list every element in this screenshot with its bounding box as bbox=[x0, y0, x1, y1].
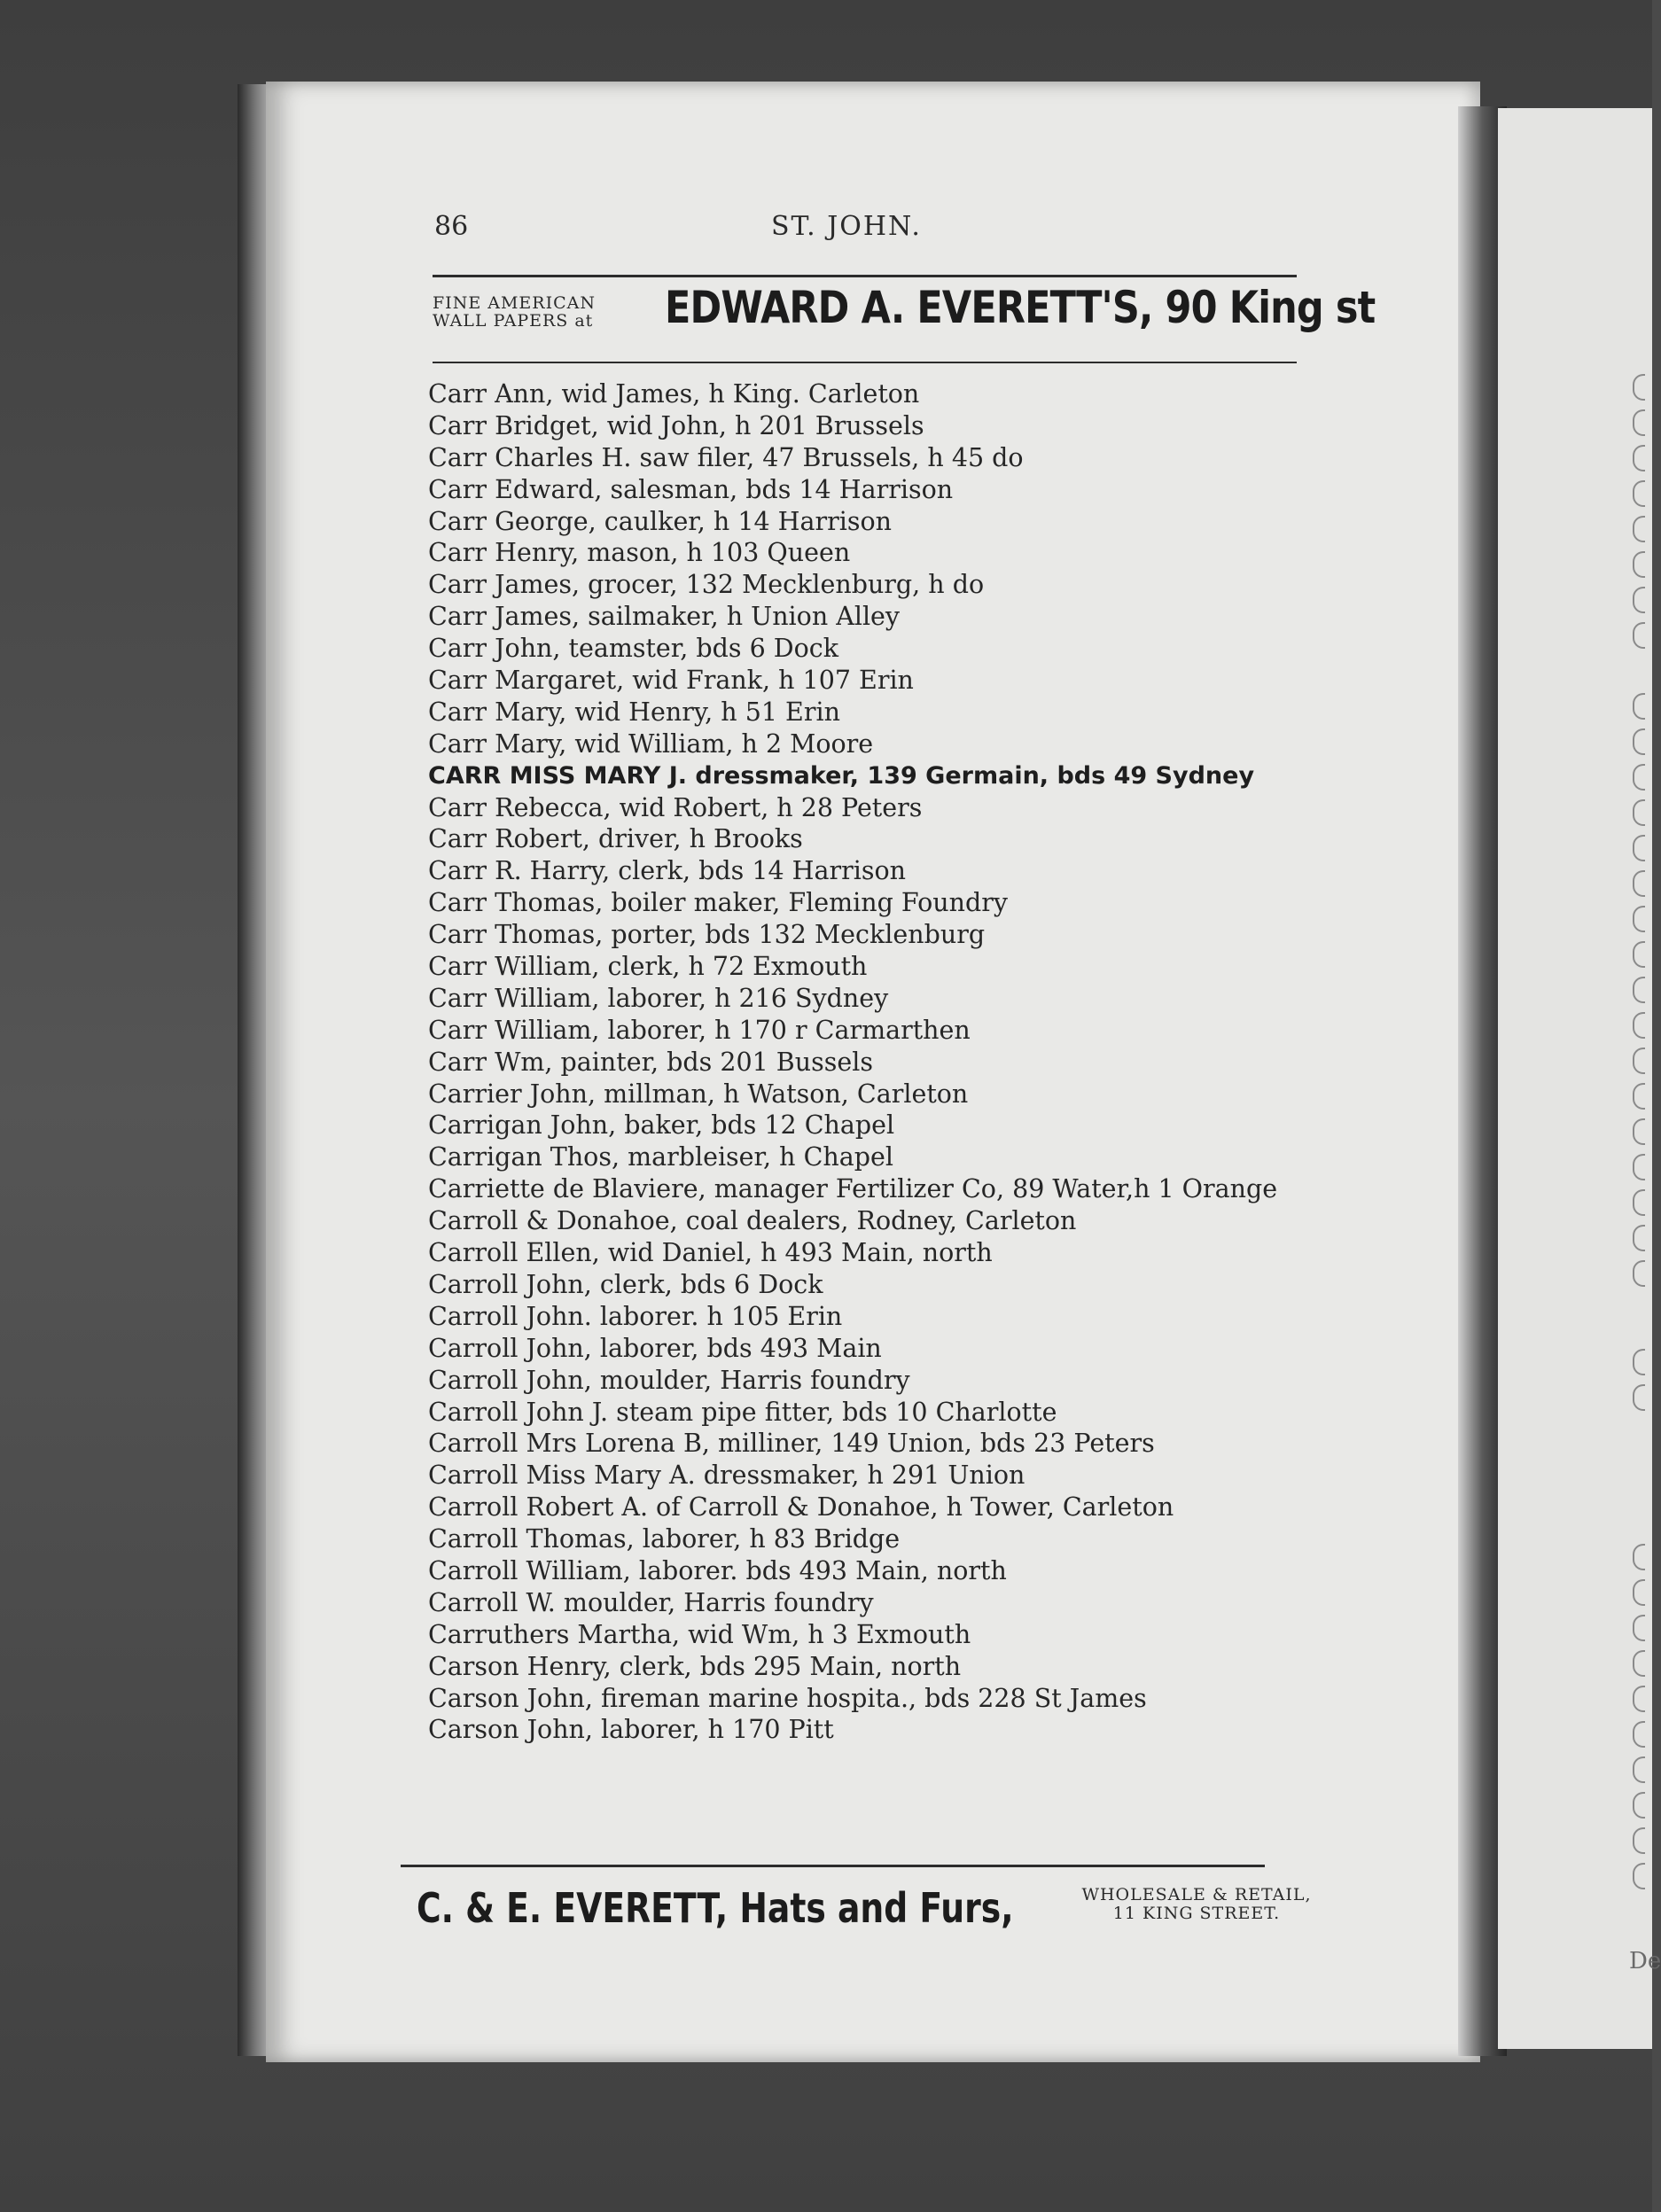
directory-entry: Carroll William, laborer. bds 493 Main, north bbox=[428, 1555, 1007, 1585]
page-number: 86 bbox=[434, 211, 469, 242]
directory-entry: Carroll John, clerk, bds 6 Dock bbox=[428, 1269, 823, 1299]
running-head bbox=[434, 211, 1294, 246]
directory-entry: Carroll W. moulder, Harris foundry bbox=[428, 1587, 874, 1617]
directory-entry: Carr R. Harry, clerk, bds 14 Harrison bbox=[428, 856, 907, 886]
directory-entry: Carr Ann, wid James, h King. Carleton bbox=[428, 379, 920, 409]
directory-entry: Carr Charles H. saw filer, 47 Brussels, h 45 do bbox=[428, 442, 1024, 472]
directory-entry: Carson John, fireman marine hospita., bds 228 St James bbox=[428, 1683, 1147, 1713]
directory-entry: Carr Mary, wid Henry, h 51 Erin bbox=[428, 697, 840, 727]
facing-page-glyph bbox=[1633, 409, 1645, 436]
facing-page-glyph bbox=[1633, 941, 1645, 968]
ad-top-rule bbox=[433, 362, 1297, 363]
directory-entry: Carr William, clerk, h 72 Exmouth bbox=[428, 952, 868, 982]
facing-page-glyph bbox=[1633, 587, 1645, 613]
ad-top-tagline-line2: WALL PAPERS at bbox=[433, 311, 594, 331]
facing-page-glyph bbox=[1633, 764, 1645, 791]
directory-entry: Carr Henry, mason, h 103 Queen bbox=[428, 538, 851, 568]
facing-page-glyph bbox=[1633, 1349, 1645, 1375]
facing-page-glyph bbox=[1633, 622, 1645, 649]
ad-top-headline: EDWARD A. EVERETT'S, 90 King st bbox=[665, 282, 1376, 333]
facing-page-glyph bbox=[1633, 1792, 1645, 1819]
facing-page-glyph bbox=[1633, 1827, 1645, 1854]
facing-page-glyph bbox=[1633, 1863, 1645, 1889]
ad-bottom-tagline bbox=[1072, 1886, 1321, 1923]
facing-page-glyph bbox=[1633, 1756, 1645, 1783]
facing-page-glyph bbox=[1633, 835, 1645, 861]
directory-entry: Carr Margaret, wid Frank, h 107 Erin bbox=[428, 666, 914, 696]
directory-entry: Carriette de Blaviere, manager Fertilizer Co, 89 Water,h 1 Orange bbox=[428, 1174, 1278, 1204]
directory-entry: Carr Wm, painter, bds 201 Bussels bbox=[428, 1047, 873, 1077]
directory-entry: Carroll Ellen, wid Daniel, h 493 Main, north bbox=[428, 1238, 993, 1268]
header-rule bbox=[433, 275, 1297, 277]
directory-entry: Carson Henry, clerk, bds 295 Main, north bbox=[428, 1651, 962, 1681]
facing-page-glyph bbox=[1633, 693, 1645, 720]
facing-page-glyph bbox=[1633, 1225, 1645, 1251]
directory-entry: Carr Rebecca, wid Robert, h 28 Peters bbox=[428, 792, 923, 822]
directory-entry: Carr James, grocer, 132 Mecklenburg, h do bbox=[428, 570, 985, 600]
facing-page-glyph bbox=[1633, 1615, 1645, 1641]
directory-entry: CARR MISS MARY J. dressmaker, 139 Germain, bds 49 Sydney bbox=[428, 761, 1255, 790]
facing-page-glyph bbox=[1633, 1686, 1645, 1712]
directory-entry: Carroll Robert A. of Carroll & Donahoe, h Tower, Carleton bbox=[428, 1492, 1174, 1523]
directory-entry: Carr Thomas, boiler maker, Fleming Foundry bbox=[428, 888, 1008, 918]
directory-entry: Carr John, teamster, bds 6 Dock bbox=[428, 634, 839, 664]
facing-page-glyph bbox=[1633, 480, 1645, 507]
facing-page-glyph bbox=[1633, 977, 1645, 1003]
facing-page-glyph bbox=[1633, 1154, 1645, 1180]
directory-entries-list bbox=[428, 378, 1314, 1746]
directory-entry: Carroll Thomas, laborer, h 83 Bridge bbox=[428, 1524, 901, 1554]
ad-bottom-tagline-line2: 11 KING STREET. bbox=[1112, 1904, 1281, 1923]
facing-page-glyph bbox=[1633, 1384, 1645, 1411]
directory-entry: Carroll John, moulder, Harris foundry bbox=[428, 1365, 910, 1395]
facing-page-footer-fragment: De bbox=[1629, 1948, 1661, 1974]
directory-entry: Carrigan Thos, marbleiser, h Chapel bbox=[428, 1142, 893, 1172]
ad-top-tagline-line1: FINE AMERICAN bbox=[433, 293, 596, 313]
directory-entry: Carr William, laborer, h 216 Sydney bbox=[428, 983, 889, 1013]
ad-top-tagline bbox=[433, 294, 663, 330]
directory-entry: Carr George, caulker, h 14 Harrison bbox=[428, 506, 893, 536]
directory-entry: Carr Mary, wid William, h 2 Moore bbox=[428, 728, 874, 759]
ad-bottom-tagline-line1: WHOLESALE & RETAIL, bbox=[1081, 1885, 1312, 1904]
directory-page bbox=[266, 82, 1480, 2062]
directory-entry: Carroll John. laborer. h 105 Erin bbox=[428, 1301, 843, 1331]
footer-rule bbox=[401, 1865, 1265, 1867]
directory-entry: Carrier John, millman, h Watson, Carleton bbox=[428, 1079, 969, 1109]
directory-entry: Carr Edward, salesman, bds 14 Harrison bbox=[428, 474, 954, 504]
facing-page-glyph bbox=[1633, 445, 1645, 471]
ad-bottom-headline: C. & E. EVERETT, Hats and Furs, bbox=[417, 1884, 1014, 1932]
facing-page-glyph bbox=[1633, 799, 1645, 826]
facing-page-glyph bbox=[1633, 1118, 1645, 1145]
directory-entry: Carson John, laborer, h 170 Pitt bbox=[428, 1715, 834, 1745]
directory-entry: Carroll Mrs Lorena B, milliner, 149 Union, bds 23 Peters bbox=[428, 1429, 1155, 1459]
facing-page-glyph bbox=[1633, 374, 1645, 401]
directory-entry: Carr Robert, driver, h Brooks bbox=[428, 824, 803, 854]
facing-page-glyph bbox=[1633, 1544, 1645, 1570]
directory-entry: Carroll John, laborer, bds 493 Main bbox=[428, 1333, 882, 1363]
facing-page-glyph bbox=[1633, 1721, 1645, 1748]
directory-entry: Carrigan John, baker, bds 12 Chapel bbox=[428, 1110, 895, 1141]
facing-page-glyph bbox=[1633, 1650, 1645, 1677]
facing-page-glyph bbox=[1633, 1579, 1645, 1606]
facing-page-glyph bbox=[1633, 1083, 1645, 1110]
facing-page-glyph bbox=[1633, 1012, 1645, 1039]
directory-entry: Carruthers Martha, wid Wm, h 3 Exmouth bbox=[428, 1619, 971, 1649]
facing-page-fragment bbox=[1498, 108, 1661, 2049]
directory-entry: Carroll John J. steam pipe fitter, bds 10 Charlotte bbox=[428, 1397, 1057, 1427]
facing-page-glyph bbox=[1633, 728, 1645, 755]
directory-entry: Carr James, sailmaker, h Union Alley bbox=[428, 602, 901, 632]
advertisement-top bbox=[433, 282, 1376, 344]
facing-page-glyph bbox=[1633, 1048, 1645, 1074]
facing-page-glyph bbox=[1633, 1260, 1645, 1287]
advertisement-bottom bbox=[417, 1881, 1312, 1943]
facing-page-glyph bbox=[1633, 906, 1645, 932]
directory-entry: Carr Thomas, porter, bds 132 Mecklenburg bbox=[428, 920, 986, 950]
facing-page-glyph bbox=[1633, 1189, 1645, 1216]
page-title: ST. JOHN. bbox=[771, 211, 922, 242]
directory-entry: Carroll Miss Mary A. dressmaker, h 291 Union bbox=[428, 1460, 1025, 1491]
facing-page-glyph bbox=[1633, 516, 1645, 542]
directory-entry: Carr Bridget, wid John, h 201 Brussels bbox=[428, 410, 924, 440]
facing-page-glyph bbox=[1633, 870, 1645, 897]
facing-page-glyph bbox=[1633, 551, 1645, 578]
directory-entry: Carr William, laborer, h 170 r Carmarthen bbox=[428, 1015, 971, 1045]
directory-entry: Carroll & Donahoe, coal dealers, Rodney, Carleton bbox=[428, 1206, 1077, 1236]
